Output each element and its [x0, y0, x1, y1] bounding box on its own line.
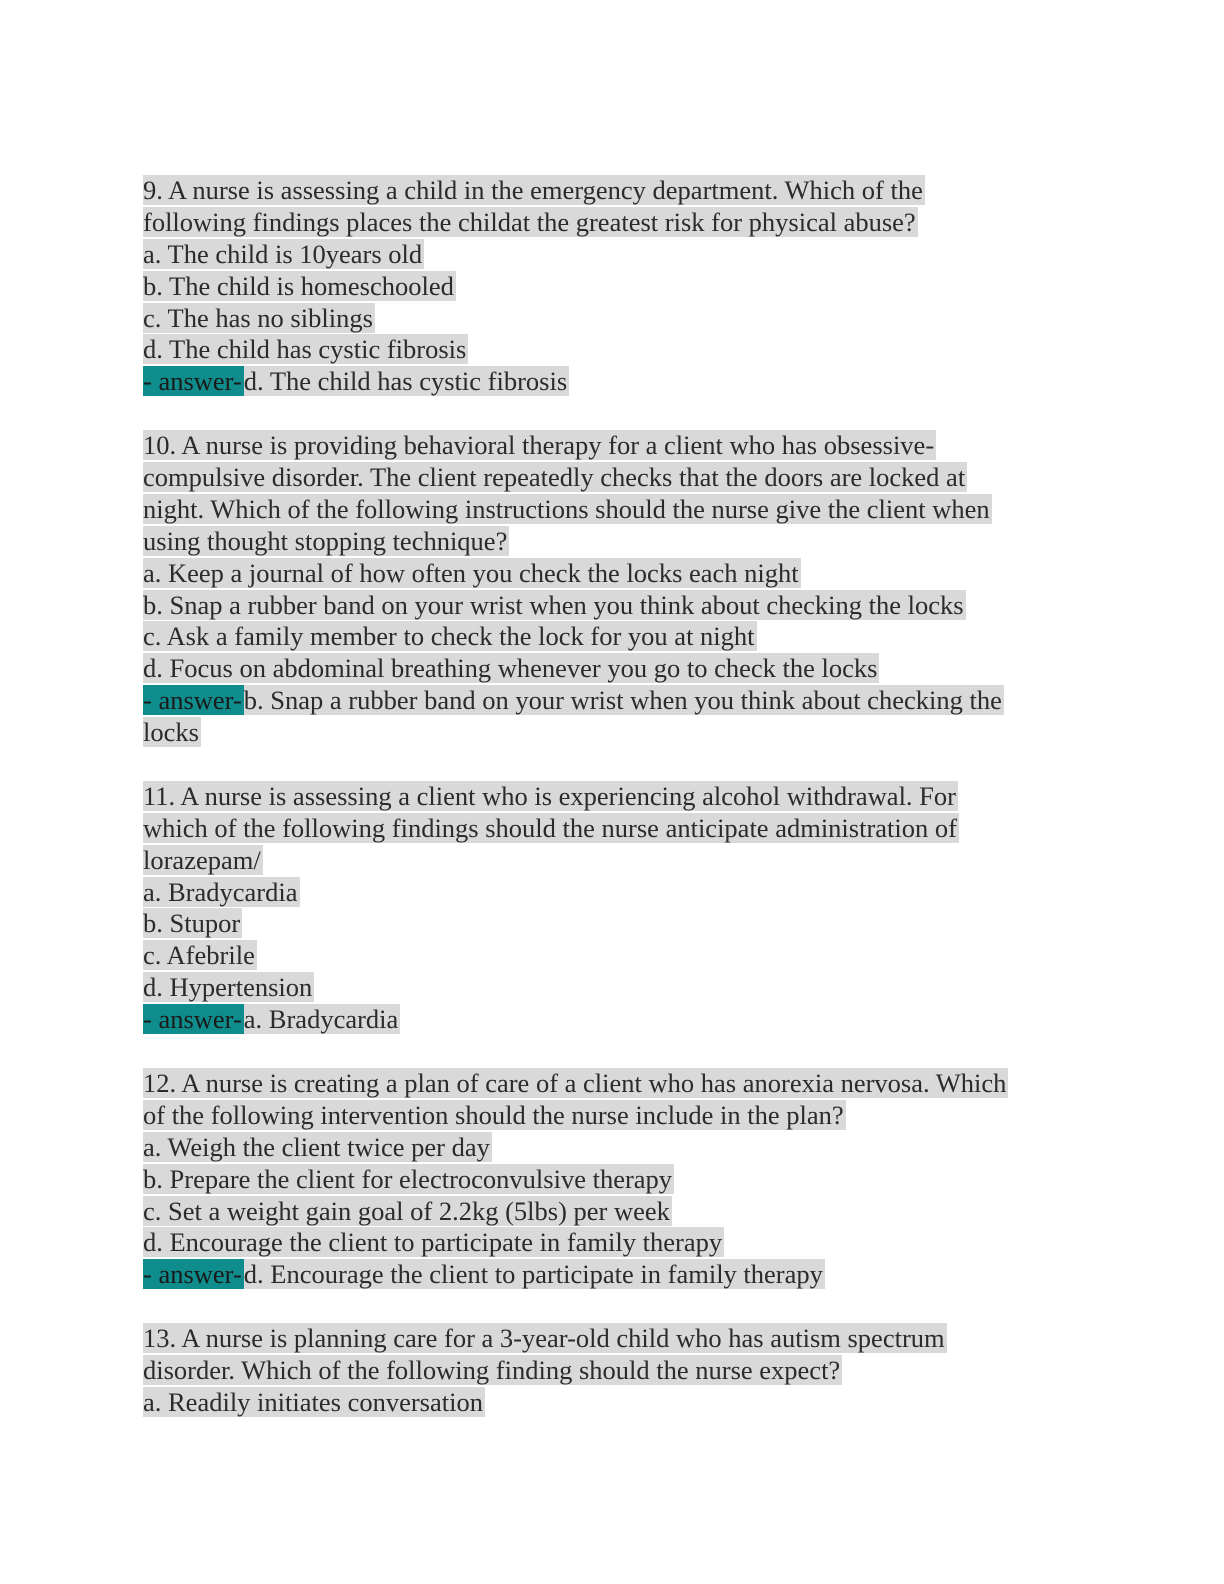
answer-tag: - answer-: [143, 1004, 242, 1035]
correct-answer: d. Encourage the client to participate in family therapy: [243, 1259, 823, 1290]
question-stem-line: 10. A nurse is providing behavioral therapy for a client who has obsessive-: [143, 430, 935, 461]
answer-option: d. Encourage the client to participate in family therapy: [143, 1227, 723, 1258]
answer-option: d. The child has cystic fibrosis: [143, 334, 467, 365]
answer-option: a. Readily initiates conversation: [143, 1386, 483, 1417]
question-stem-line: which of the following findings should the nurse anticipate administration of: [143, 812, 957, 843]
answer-option: c. Ask a family member to check the lock for you at night: [143, 621, 755, 652]
question-stem-line: using thought stopping technique?: [143, 525, 508, 556]
correct-answer: d. The child has cystic fibrosis: [243, 366, 568, 397]
answer-option: b. Prepare the client for electroconvulsive therapy: [143, 1163, 673, 1194]
spacer: [143, 749, 1083, 781]
question-block: [143, 430, 1083, 749]
answer-option: b. Stupor: [143, 908, 241, 939]
answer-tag: - answer-: [143, 366, 242, 397]
answer-option: c. The has no siblings: [143, 302, 373, 333]
answer-option: d. Hypertension: [143, 972, 313, 1003]
question-block: [143, 1068, 1083, 1291]
answer-option: a. Bradycardia: [143, 876, 298, 907]
question-stem-line: lorazepam/: [143, 844, 261, 875]
question-stem-line: disorder. Which of the following finding should the nurse expect?: [143, 1354, 841, 1385]
question-stem-line: 12. A nurse is creating a plan of care of a client who has anorexia nervosa. Which: [143, 1067, 1007, 1098]
question-stem-line: following findings places the childat the greatest risk for physical abuse?: [143, 206, 916, 237]
question-stem-line: night. Which of the following instructions should the nurse give the client when: [143, 493, 990, 524]
question-stem-line: of the following intervention should the nurse include in the plan?: [143, 1099, 844, 1130]
answer-option: a. Keep a journal of how often you check the locks each night: [143, 557, 799, 588]
question-block: [143, 175, 1083, 398]
answer-option: d. Focus on abdominal breathing whenever you go to check the locks: [143, 653, 878, 684]
answer-tag: - answer-: [143, 1259, 242, 1290]
correct-answer: locks: [143, 717, 199, 748]
spacer: [143, 1036, 1083, 1068]
question-stem-line: 9. A nurse is assessing a child in the emergency department. Which of the: [143, 175, 923, 205]
question-stem-line: 11. A nurse is assessing a client who is experiencing alcohol withdrawal. For: [143, 780, 956, 811]
document-page: [143, 175, 1083, 1419]
spacer: [143, 1291, 1083, 1323]
question-block: [143, 1323, 1083, 1419]
answer-option: a. The child is 10years old: [143, 238, 423, 269]
question-block: [143, 781, 1083, 1036]
answer-option: b. Snap a rubber band on your wrist when you think about checking the locks: [143, 589, 964, 620]
answer-option: b. The child is homeschooled: [143, 270, 454, 301]
correct-answer: a. Bradycardia: [243, 1004, 399, 1035]
answer-option: c. Afebrile: [143, 940, 255, 971]
question-stem-line: compulsive disorder. The client repeatedly checks that the doors are locked at: [143, 462, 966, 493]
correct-answer: b. Snap a rubber band on your wrist when you think about checking the: [243, 685, 1002, 716]
answer-tag: - answer-: [143, 685, 242, 716]
answer-option: c. Set a weight gain goal of 2.2kg (5lbs) per week: [143, 1195, 670, 1226]
answer-option: a. Weigh the client twice per day: [143, 1131, 490, 1162]
spacer: [143, 398, 1083, 430]
question-stem-line: 13. A nurse is planning care for a 3-year-old child who has autism spectrum: [143, 1323, 945, 1354]
